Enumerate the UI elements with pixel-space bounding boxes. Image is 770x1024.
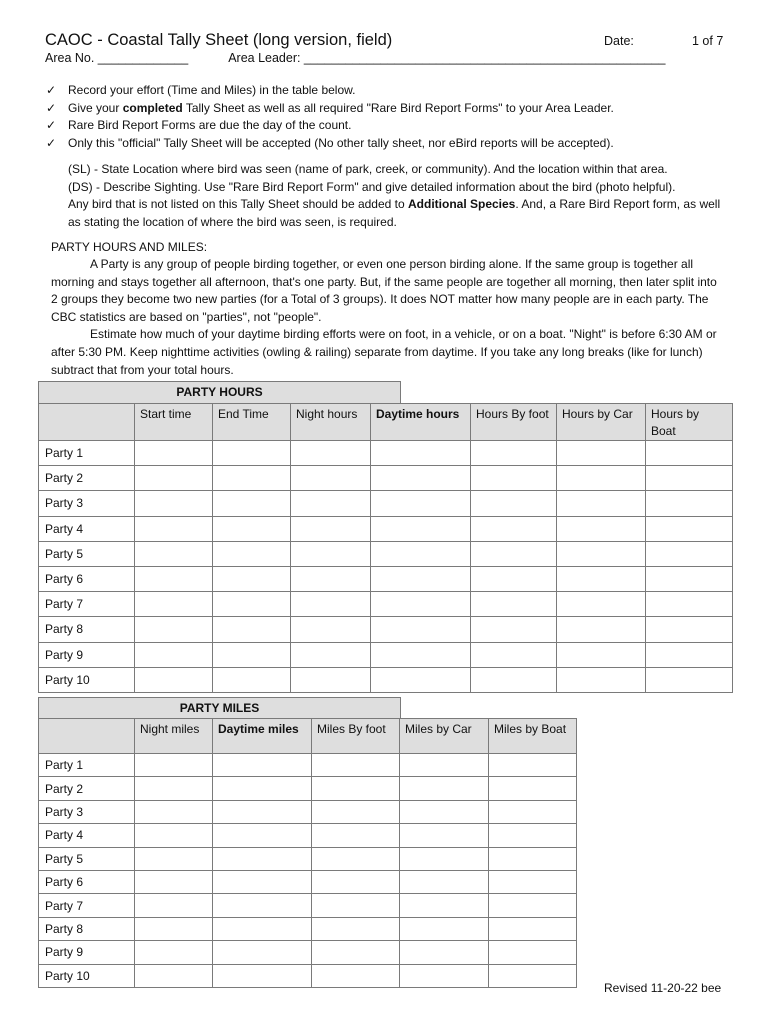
entry-cell[interactable] [135, 491, 213, 516]
table-row [39, 800, 577, 823]
entry-cell[interactable] [646, 466, 733, 491]
entry-cell[interactable] [557, 667, 646, 692]
entry-cell[interactable] [213, 754, 312, 777]
entry-cell[interactable] [646, 642, 733, 667]
entry-cell[interactable] [213, 541, 291, 566]
entry-cell[interactable] [557, 541, 646, 566]
column-header: Daytime hours [371, 404, 471, 441]
entry-cell[interactable] [135, 566, 213, 591]
entry-cell[interactable] [213, 870, 312, 893]
entry-cell[interactable] [135, 516, 213, 541]
entry-cell[interactable] [291, 642, 371, 667]
table-row [39, 870, 577, 893]
table-row [39, 491, 733, 516]
entry-cell[interactable] [135, 541, 213, 566]
entry-cell[interactable] [489, 964, 577, 987]
entry-cell[interactable] [557, 592, 646, 617]
entry-cell[interactable] [400, 824, 489, 847]
column-header: End Time [213, 404, 291, 441]
entry-cell[interactable] [213, 894, 312, 917]
column-header [39, 404, 135, 441]
instruction-item: ✓ Only this "official" Tally Sheet will be accepted (No other tally sheet, nor eBird reports will be accepted). [46, 135, 614, 153]
party-label: Party 5 [39, 847, 135, 870]
party-label: Party 8 [39, 617, 135, 642]
entry-cell[interactable] [135, 847, 213, 870]
party-label: Party 9 [39, 642, 135, 667]
entry-cell[interactable] [135, 754, 213, 777]
entry-cell[interactable] [489, 754, 577, 777]
entry-cell[interactable] [646, 667, 733, 692]
entry-cell[interactable] [135, 870, 213, 893]
table-row [39, 592, 733, 617]
column-header: Night hours [291, 404, 371, 441]
entry-cell[interactable] [557, 642, 646, 667]
entry-cell[interactable] [646, 566, 733, 591]
entry-cell[interactable] [213, 592, 291, 617]
entry-cell[interactable] [312, 777, 400, 800]
entry-cell[interactable] [213, 466, 291, 491]
entry-cell[interactable] [557, 441, 646, 466]
entry-cell[interactable] [312, 894, 400, 917]
date-label: Date: [604, 34, 634, 48]
column-header: Miles By foot [312, 719, 400, 754]
table-row [39, 754, 577, 777]
column-header: Hours by Boat [646, 404, 733, 441]
party-label: Party 9 [39, 941, 135, 964]
party-label: Party 10 [39, 964, 135, 987]
entry-cell[interactable] [135, 941, 213, 964]
entry-cell[interactable] [312, 917, 400, 940]
entry-cell[interactable] [400, 870, 489, 893]
entry-cell[interactable] [135, 441, 213, 466]
revision-note: Revised 11-20-22 bee [604, 981, 722, 995]
entry-cell[interactable] [646, 617, 733, 642]
party-label: Party 1 [39, 754, 135, 777]
entry-cell[interactable] [371, 592, 471, 617]
entry-cell[interactable] [489, 941, 577, 964]
entry-cell[interactable] [213, 824, 312, 847]
party-label: Party 6 [39, 566, 135, 591]
entry-cell[interactable] [400, 777, 489, 800]
table-row [39, 516, 733, 541]
entry-cell[interactable] [371, 441, 471, 466]
party-label: Party 7 [39, 592, 135, 617]
party-label: Party 1 [39, 441, 135, 466]
entry-cell[interactable] [557, 516, 646, 541]
instruction-item: ✓ Rare Bird Report Forms are due the day of the count. [46, 117, 614, 135]
instruction-list [46, 82, 614, 152]
area-no-field[interactable]: Area No. _____________ [45, 51, 189, 65]
note-additional-species: Any bird that is not listed on this Tally Sheet should be added to Additional Species. And, a Rare Bird Report form, as well as stating the location of where the bird was seen, is required. [68, 197, 721, 229]
entry-cell[interactable] [135, 466, 213, 491]
entry-cell[interactable] [471, 466, 557, 491]
entry-cell[interactable] [400, 800, 489, 823]
table-row [39, 824, 577, 847]
party-label: Party 5 [39, 541, 135, 566]
table-row [39, 642, 733, 667]
party-label: Party 2 [39, 777, 135, 800]
table-row [39, 441, 733, 466]
party-label: Party 10 [39, 667, 135, 692]
entry-cell[interactable] [489, 847, 577, 870]
check-icon: ✓ [46, 135, 57, 150]
entry-cell[interactable] [489, 917, 577, 940]
area-leader-field[interactable]: Area Leader: ____________________________________________________ [228, 51, 666, 65]
entry-cell[interactable] [371, 642, 471, 667]
check-icon: ✓ [46, 100, 57, 115]
entry-cell[interactable] [646, 516, 733, 541]
entry-cell[interactable] [213, 516, 291, 541]
table-row [39, 894, 577, 917]
entry-cell[interactable] [135, 917, 213, 940]
entry-cell[interactable] [371, 566, 471, 591]
column-header [39, 719, 135, 754]
entry-cell[interactable] [489, 870, 577, 893]
entry-cell[interactable] [400, 754, 489, 777]
entry-cell[interactable] [213, 617, 291, 642]
entry-cell[interactable] [471, 516, 557, 541]
column-header: Night miles [135, 719, 213, 754]
column-header: Miles by Boat [489, 719, 577, 754]
entry-cell[interactable] [135, 592, 213, 617]
entry-cell[interactable] [557, 491, 646, 516]
entry-cell[interactable] [557, 617, 646, 642]
table-row [39, 617, 733, 642]
entry-cell[interactable] [400, 847, 489, 870]
entry-cell[interactable] [557, 466, 646, 491]
party-label: Party 4 [39, 824, 135, 847]
table-row [39, 777, 577, 800]
entry-cell[interactable] [471, 667, 557, 692]
entry-cell[interactable] [291, 491, 371, 516]
page-title: CAOC - Coastal Tally Sheet (long version, field) [45, 31, 393, 49]
instruction-item: ✓ Give your completed Tally Sheet as well as all required "Rare Bird Report Forms" to your Area Leader. [46, 100, 614, 118]
entry-cell[interactable] [135, 800, 213, 823]
entry-cell[interactable] [371, 617, 471, 642]
instruction-item: ✓ Record your effort (Time and Miles) in the table below. [46, 82, 614, 100]
table-row [39, 566, 733, 591]
entry-cell[interactable] [312, 824, 400, 847]
column-header: Hours by Car [557, 404, 646, 441]
entry-cell[interactable] [371, 516, 471, 541]
entry-cell[interactable] [371, 491, 471, 516]
entry-cell[interactable] [291, 541, 371, 566]
party-label: Party 6 [39, 870, 135, 893]
entry-cell[interactable] [400, 941, 489, 964]
entry-cell[interactable] [213, 964, 312, 987]
entry-cell[interactable] [312, 847, 400, 870]
entry-cell[interactable] [489, 824, 577, 847]
table-row [39, 941, 577, 964]
entry-cell[interactable] [400, 964, 489, 987]
party-label: Party 4 [39, 516, 135, 541]
entry-cell[interactable] [489, 800, 577, 823]
area-line [45, 51, 665, 65]
miles-table-caption: PARTY MILES [38, 697, 401, 718]
entry-cell[interactable] [471, 566, 557, 591]
party-hours-table [38, 403, 733, 693]
column-header: Daytime miles [213, 719, 312, 754]
table-row [39, 667, 733, 692]
party-label: Party 7 [39, 894, 135, 917]
entry-cell[interactable] [291, 617, 371, 642]
entry-cell[interactable] [312, 754, 400, 777]
entry-cell[interactable] [646, 541, 733, 566]
entry-cell[interactable] [135, 777, 213, 800]
entry-cell[interactable] [400, 894, 489, 917]
entry-cell[interactable] [312, 964, 400, 987]
entry-cell[interactable] [371, 466, 471, 491]
entry-cell[interactable] [135, 964, 213, 987]
entry-cell[interactable] [213, 917, 312, 940]
party-label: Party 3 [39, 800, 135, 823]
entry-cell[interactable] [213, 777, 312, 800]
check-icon: ✓ [46, 118, 57, 132]
entry-cell[interactable] [291, 592, 371, 617]
entry-cell[interactable] [213, 800, 312, 823]
entry-cell[interactable] [400, 917, 489, 940]
entry-cell[interactable] [471, 541, 557, 566]
entry-cell[interactable] [371, 541, 471, 566]
note-ds: (DS) - Describe Sighting. Use "Rare Bird Report Form" and give detailed information about the bird (photo helpful). [68, 179, 676, 194]
table-row [39, 541, 733, 566]
entry-cell[interactable] [291, 516, 371, 541]
section-heading: PARTY HOURS AND MILES: [51, 240, 208, 254]
entry-cell[interactable] [371, 667, 471, 692]
entry-cell[interactable] [471, 642, 557, 667]
entry-cell[interactable] [135, 617, 213, 642]
entry-cell[interactable] [471, 592, 557, 617]
entry-cell[interactable] [471, 491, 557, 516]
column-header: Hours By foot [471, 404, 557, 441]
entry-cell[interactable] [646, 441, 733, 466]
entry-cell[interactable] [213, 642, 291, 667]
entry-cell[interactable] [312, 800, 400, 823]
column-header: Miles by Car [400, 719, 489, 754]
estimate-instructions: Estimate how much of your daytime birding efforts were on foot, in a vehicle, or on a boat. "Night" is before 6:30 AM or after 5:30 PM. Keep nighttime activities (owling & railing) separate from daytime. If you take any long breaks (like for lunch) subtract that from your total hours. [51, 327, 717, 377]
table-row [39, 847, 577, 870]
check-icon: ✓ [46, 83, 57, 97]
table-row [39, 964, 577, 987]
header-row [39, 719, 577, 754]
entry-cell[interactable] [213, 941, 312, 964]
table-row [39, 917, 577, 940]
header-row [39, 404, 733, 441]
entry-cell[interactable] [489, 777, 577, 800]
entry-cell[interactable] [213, 566, 291, 591]
entry-cell[interactable] [213, 491, 291, 516]
party-miles-table [38, 718, 577, 988]
entry-cell[interactable] [646, 491, 733, 516]
entry-cell[interactable] [213, 667, 291, 692]
party-label: Party 8 [39, 917, 135, 940]
entry-cell[interactable] [557, 566, 646, 591]
entry-cell[interactable] [471, 617, 557, 642]
entry-cell[interactable] [312, 870, 400, 893]
column-header: Start time [135, 404, 213, 441]
entry-cell[interactable] [135, 642, 213, 667]
entry-cell[interactable] [135, 824, 213, 847]
party-label: Party 2 [39, 466, 135, 491]
notes-block [68, 161, 733, 231]
table-row [39, 466, 733, 491]
entry-cell[interactable] [291, 441, 371, 466]
party-label: Party 3 [39, 491, 135, 516]
entry-cell[interactable] [489, 894, 577, 917]
page-number: 1 of 7 [692, 34, 724, 48]
entry-cell[interactable] [291, 667, 371, 692]
entry-cell[interactable] [471, 441, 557, 466]
entry-cell[interactable] [135, 894, 213, 917]
entry-cell[interactable] [312, 941, 400, 964]
entry-cell[interactable] [291, 566, 371, 591]
entry-cell[interactable] [646, 592, 733, 617]
section-body [51, 256, 723, 379]
entry-cell[interactable] [213, 441, 291, 466]
hours-table-caption: PARTY HOURS [38, 381, 401, 403]
entry-cell[interactable] [135, 667, 213, 692]
entry-cell[interactable] [213, 847, 312, 870]
note-sl: (SL) - State Location where bird was seen (name of park, creek, or community). And the location within that area. [68, 162, 668, 176]
entry-cell[interactable] [291, 466, 371, 491]
party-definition: A Party is any group of people birding together, or even one person birding alone. If the same group is together all morning and stays together all afternoon, that's one party. But, if the same people are together all morning, then later split into 2 groups they become two new parties (for a Total of 3 groups). It does NOT matter how many people are in each party. The CBC statistics are based on "parties", not "people". [51, 257, 717, 324]
